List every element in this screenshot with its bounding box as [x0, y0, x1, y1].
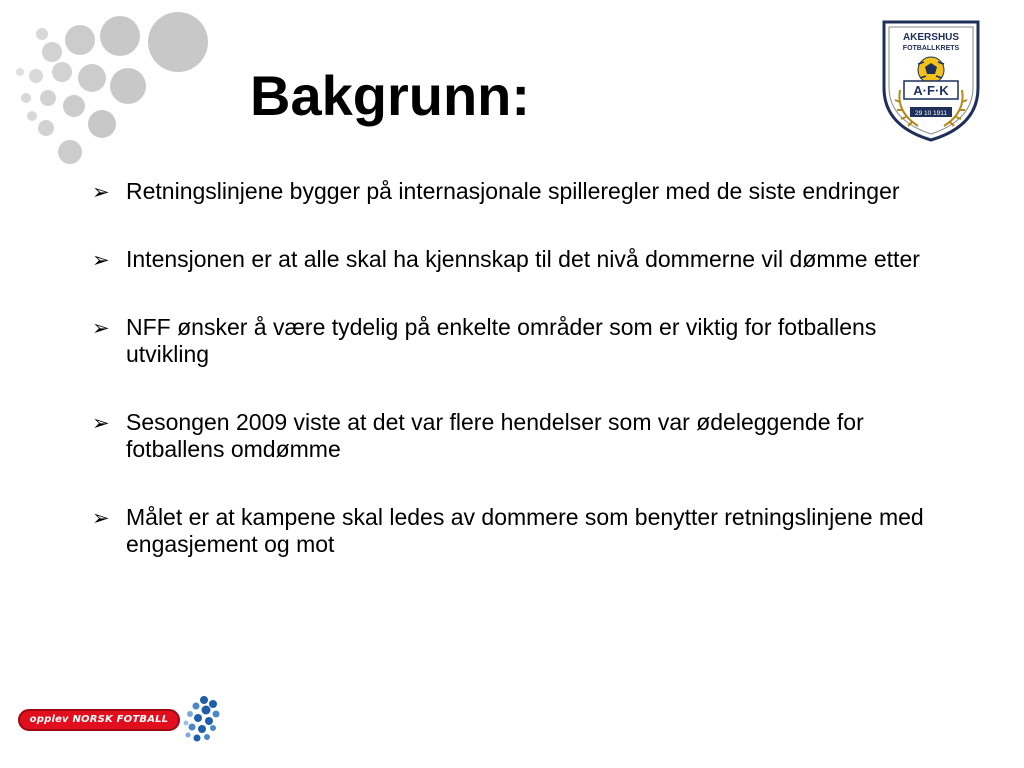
bullet-item	[92, 178, 942, 205]
crest-name-line1: AKERSHUS	[902, 32, 960, 43]
slide-title: Bakgrunn:	[250, 64, 530, 127]
decorative-dots	[0, 0, 220, 180]
crest-initials: A·F·K	[913, 83, 949, 98]
arrow-bullet-icon: ➢	[92, 181, 110, 204]
bullet-list	[92, 178, 942, 599]
footer-dots-icon	[178, 694, 222, 744]
arrow-bullet-icon: ➢	[92, 412, 110, 435]
crest-name-line2: FOTBALLKRETS	[902, 45, 960, 52]
arrow-bullet-icon: ➢	[92, 249, 110, 272]
bullet-text: Retningslinjene bygger på internasjonale spilleregler med de siste endringer	[126, 178, 900, 204]
opplev-norsk-fotball-logo	[18, 694, 218, 744]
bullet-text: NFF ønsker å være tydelig på enkelte områder som er viktig for fotballens utvikling	[126, 314, 877, 367]
bullet-text: Målet er at kampene skal ledes av dommere som benytter retningslinjene med engasjement og mot	[126, 504, 924, 557]
bullet-item	[92, 314, 942, 368]
arrow-bullet-icon: ➢	[92, 317, 110, 340]
footer-badge-text: opplev NORSK FOTBALL	[18, 709, 180, 731]
bullet-text: Sesongen 2009 viste at det var flere hendelser som var ødeleggende for fotballens omdømme	[126, 409, 864, 462]
arrow-bullet-icon: ➢	[92, 507, 110, 530]
akershus-fotballkrets-crest	[878, 18, 984, 144]
crest-founded-date: 29 10 1911	[914, 110, 948, 117]
bullet-item	[92, 409, 942, 463]
bullet-item	[92, 504, 942, 558]
bullet-item	[92, 246, 942, 273]
bullet-text: Intensjonen er at alle skal ha kjennskap til det nivå dommerne vil dømme etter	[126, 246, 920, 272]
